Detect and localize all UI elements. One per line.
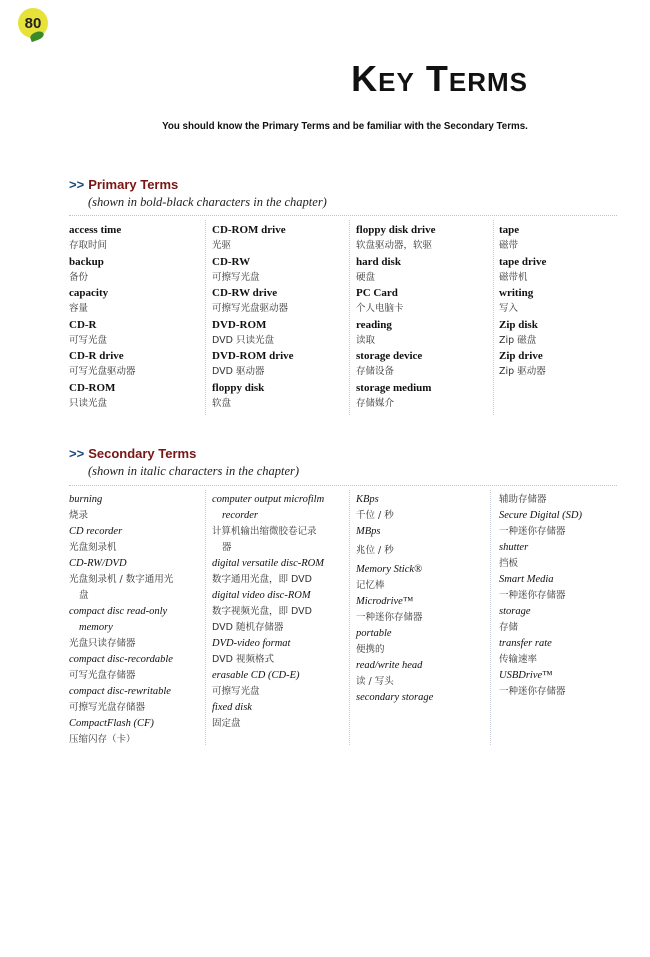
list-item: storage device 存储设备 (356, 350, 423, 377)
list-item: CD-ROM drive 光驱 (212, 224, 286, 251)
list-item: burning 烧录 (69, 494, 103, 521)
page-title: KEY TERMS (351, 58, 528, 99)
secondary-column-4 (499, 492, 637, 700)
list-item: shutter 挡板 (499, 542, 529, 569)
list-item: 辅助存储器 (499, 494, 547, 505)
list-item: erasable CD (CD-E) 可擦写光盘 (212, 670, 300, 697)
column-divider (349, 490, 350, 745)
list-item: compact disc read-only memory 光盘只读存储器 (69, 606, 168, 649)
list-item: capacity 容量 (69, 287, 109, 314)
list-item: CD recorder 光盘刻录机 (69, 526, 123, 553)
list-item: DVD 随机存储器 DVD-video format (212, 622, 291, 649)
list-item: Microdrive™ 一种迷你存储器 (356, 596, 423, 623)
list-item: read/write head 读 / 写头 (356, 660, 423, 687)
primary-column-2 (212, 223, 350, 412)
list-item: DVD-ROM DVD 只读光盘 (212, 318, 274, 346)
list-item: storage 存储 (499, 606, 531, 633)
list-item: portable 便携的 (356, 628, 392, 655)
list-item: Smart Media 一种迷你存储器 (499, 574, 566, 601)
primary-terms-heading: >> Primary Terms (69, 177, 179, 192)
list-item: Zip drive Zip 驱动器 (499, 350, 546, 377)
list-item: reading 读取 (356, 318, 392, 346)
primary-terms-note: (shown in bold-black characters in the chapter) (88, 195, 327, 209)
list-item: Memory Stick® 记忆棒 (356, 564, 422, 591)
list-item: computer output microfilm recorder 计算机输出缩微胶卷记录 器 (212, 494, 325, 553)
page-subtitle: You should know the Primary Terms and be familiar with the Secondary Terms. (162, 120, 528, 132)
secondary-terms-note: (shown in italic characters in the chapter) (88, 464, 300, 478)
list-item: writing 写入 (499, 287, 534, 314)
primary-column-3 (356, 223, 494, 412)
list-item: transfer rate 传输速率 (499, 638, 552, 665)
list-item: floppy disk drive 软盘驱动器，软驱 (356, 224, 436, 251)
list-item: access time 存取时间 (69, 224, 122, 251)
list-item: USBDrive™ 一种迷你存储器 (499, 670, 566, 697)
list-item: CD-ROM 只读光盘 (69, 381, 116, 409)
list-item: Secure Digital (SD) 一种迷你存储器 (499, 510, 583, 537)
list-item: CD-RW/DVD 光盘刻录机 / 数字通用光 盘 (69, 558, 174, 601)
primary-divider (69, 215, 617, 216)
primary-column-1 (69, 223, 207, 412)
secondary-column-2 (212, 492, 346, 732)
list-item: MBps 兆位 / 秒 (356, 526, 394, 556)
secondary-column-3 (356, 492, 494, 706)
list-item: secondary storage (356, 692, 434, 703)
list-item: CD-R 可写光盘 (69, 318, 108, 346)
list-item: compact disc-recordable 可写光盘存储器 (69, 654, 173, 681)
list-item: PC Card 个人电脑卡 (356, 287, 404, 314)
list-item: CD-R drive 可写光盘驱动器 (69, 350, 136, 377)
list-item: floppy disk 软盘 (212, 381, 265, 409)
list-item: CD-RW drive 可擦写光盘驱动器 (212, 287, 289, 314)
list-item: tape drive 磁带机 (499, 255, 547, 283)
list-item: storage medium 存储媒介 (356, 381, 432, 409)
primary-column-4 (499, 223, 637, 381)
list-item: tape 磁带 (499, 224, 520, 251)
list-item: KBps 千位 / 秒 (356, 494, 394, 521)
page-number: 80 (24, 14, 42, 32)
list-item: Zip disk Zip 磁盘 (499, 318, 538, 346)
list-item: DVD 视频格式 (212, 654, 274, 665)
double-chevron-icon: >> (69, 446, 85, 461)
list-item: digital video disc-ROM 数字视频光盘，即 DVD (212, 590, 312, 617)
list-item: compact disc-rewritable 可擦写光盘存储器 (69, 686, 171, 713)
list-item: DVD-ROM drive DVD 驱动器 (212, 350, 294, 377)
secondary-column-1 (69, 492, 207, 748)
list-item: CompactFlash (CF) 压缩闪存（卡） (69, 718, 154, 745)
secondary-divider (69, 485, 617, 486)
list-item: hard disk 硬盘 (356, 255, 401, 283)
list-item: backup 备份 (69, 255, 104, 283)
secondary-terms-heading: >> Secondary Terms (69, 446, 197, 461)
list-item: digital versatile disc-ROM 数字通用光盘，即 DVD (212, 558, 324, 585)
list-item: fixed disk 固定盘 (212, 702, 252, 729)
list-item: CD-RW 可擦写光盘 (212, 255, 260, 283)
double-chevron-icon: >> (69, 177, 85, 192)
